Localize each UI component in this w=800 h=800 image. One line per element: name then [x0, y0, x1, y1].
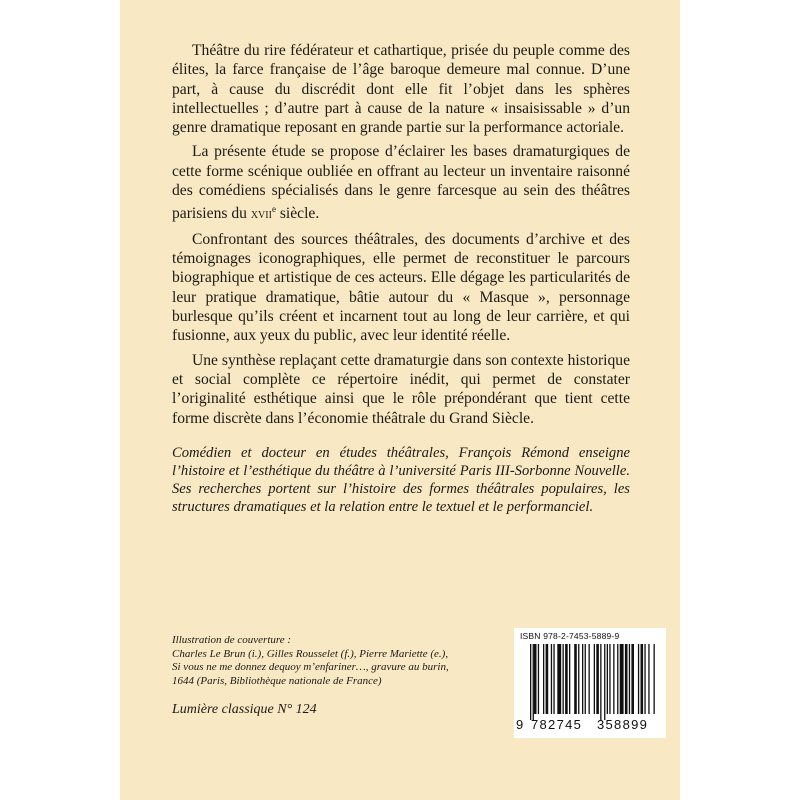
credit-work-title: Si vous ne me donnez dequoy m’enfariner… — [172, 661, 366, 674]
credit-technique: , gravure au burin, — [365, 661, 449, 674]
illustration-credit — [172, 634, 472, 688]
isbn-label: ISBN 978-2-7453-5889-9 — [520, 631, 620, 641]
ean-right-group: 358899 — [597, 717, 649, 732]
ean-lead-digit: 9 — [516, 717, 525, 732]
century-superscript: e — [271, 204, 276, 215]
blurb-paragraph-3: Confrontant des sources théâtrales, des documents d’archive et des témoignages iconographiques, elle permet de reconstituer le parcours biographique et artistique de ces acteurs. Elle dégage les particularités de leur pratique dramatique, bâtie autour du « Masque », personnage burlesque qu’ils créent et incarnent tout au long de leur carrière, et qui fusionne, aux yeux du public, avec leur identité réelle. — [172, 230, 630, 345]
author-bio-text: Comédien et docteur en études théâtrales, François Rémond enseigne l’histoire et l’esthétique du théâtre à l’université Paris III-Sorbonne Nouvelle. Ses recherches portent sur l’histoire des formes théâtrales populaires, les structures dramatiques et la relation entre le textuel et le performanciel. — [172, 445, 630, 515]
barcode — [514, 628, 666, 738]
blurb — [172, 41, 630, 433]
blurb-paragraph-2 — [172, 142, 630, 224]
barcode-bars — [520, 644, 660, 722]
blurb-paragraph-1: Théâtre du rire fédérateur et cathartique, prisée du peuple comme des élites, la farce française de l’âge baroque demeure mal connue. D’une part, à cause du discrédit dont elle fit l’objet dans les sphères intellectuelles ; d’autre part à cause de la nature « insaisissable » d’un genre dramatique reposant en grande partie sur la performance actoriale. — [172, 42, 630, 137]
blurb-paragraph-2-start: La présente étude se propose d’éclairer les bases dramaturgiques de cette forme scénique oubliée en offrant au lecteur un inventaire raisonné des comédiens spécialisés dans le genre farcesque au sein des théâtres parisiens du — [172, 143, 630, 223]
credit-artists: Charles Le Brun (i.), Gilles Rousselet (f.), Pierre Mariette (e.), — [172, 647, 449, 660]
blurb-paragraph-2-end: siècle. — [275, 205, 320, 223]
credit-title-line — [172, 661, 472, 675]
century-numeral: xvii — [250, 207, 272, 223]
author-bio — [172, 444, 630, 516]
collection-label: Lumière classique N° 124 — [172, 702, 317, 717]
back-cover — [120, 0, 680, 800]
credit-source: 1644 (Paris, Bibliothèque nationale de France) — [172, 674, 382, 687]
blurb-paragraph-4: Une synthèse replaçant cette dramaturgie dans son contexte historique et social complète ce répertoire inédit, qui permet de constater l’originalité esthétique ainsi que le rôle prépondérant que tient cette forme discrète dans l’économie théâtrale du Grand Siècle. — [172, 351, 630, 427]
ean-left-group: 782745 — [531, 717, 583, 732]
credit-heading: Illustration de couverture : — [172, 634, 292, 646]
